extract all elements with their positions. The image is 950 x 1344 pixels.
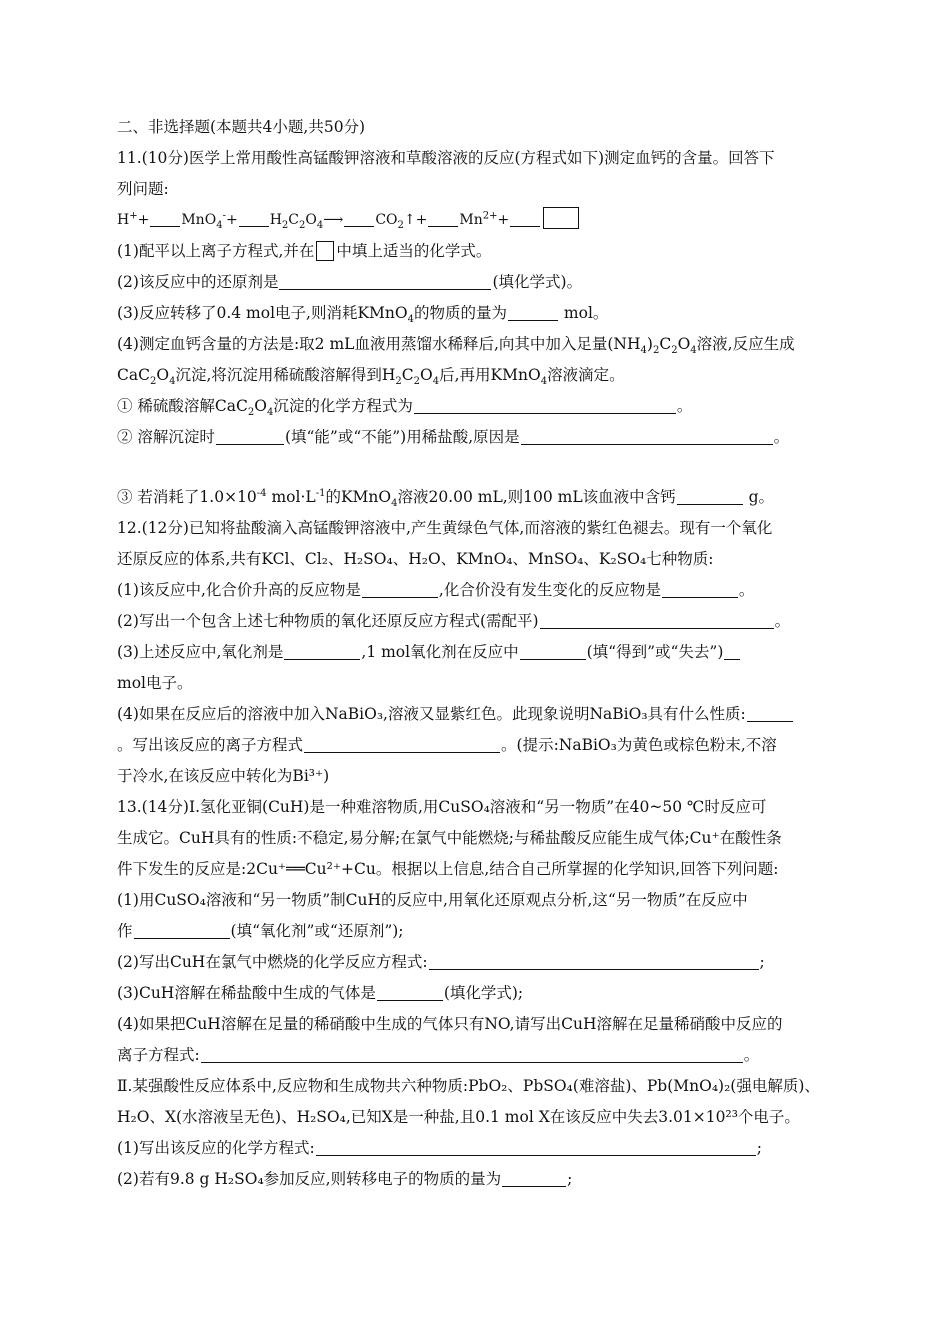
arrow-icon: ⟶ bbox=[323, 212, 344, 228]
coef-blank-2[interactable] bbox=[239, 208, 269, 227]
formula-box[interactable] bbox=[543, 207, 579, 229]
q11-part3: (3)反应转移了0.4 mol电子,则消耗KMnO$_4$的物质的量为 mol。 bbox=[117, 304, 609, 326]
q11-equation: $H^++ MnO_4^-+ H_2C_2O_4⟶$ $CO_2↑+ Mn^{2+}+$ bbox=[117, 205, 847, 236]
exam-page bbox=[117, 112, 847, 1195]
q12-part4-line1: (4)如果在反应后的溶液中加入NaBiO₃,溶液又显紫红色。此现象说明NaBiO₃具有什么性质: bbox=[117, 699, 847, 730]
q12-part1: (1)该反应中,化合价升高的反应物是 ,化合价没有发生变化的反应物是 。 bbox=[117, 581, 755, 599]
q13-intro-line2: 生成它。CuH具有的性质:不稳定,易分解;在氯气中能燃烧;与稀盐酸反应能生成气体;Cu⁺在酸性条 bbox=[117, 829, 782, 847]
small-box-icon bbox=[316, 241, 334, 261]
q12-part3-line2: mol电子。 bbox=[117, 674, 193, 692]
q13-ii-line1: Ⅱ.某强酸性反应体系中,反应物和生成物共六种物质:PbO₂、PbSO₄(难溶盐)、Pb(MnO₄)₂(强电解质)、 bbox=[117, 1077, 820, 1095]
q11-sub3-blank[interactable] bbox=[677, 486, 743, 505]
q13-p2-blank[interactable] bbox=[429, 951, 759, 970]
q13-ii-p1-blank[interactable] bbox=[316, 1137, 756, 1156]
q12-intro-line2: 还原反应的体系,共有KCl、Cl₂、H₂SO₄、H₂O、KMnO₄、MnSO₄、K₂SO₄七种物质: bbox=[117, 550, 714, 568]
coef-blank-1[interactable] bbox=[150, 208, 180, 227]
q12-p3-blank-c[interactable] bbox=[724, 641, 740, 660]
q13-ii-line2: H₂O、X(水溶液呈无色)、H₂SO₄,已知X是一种盐,且0.1 mol X在该反应中失去3.01×10²³个电子。 bbox=[117, 1108, 800, 1126]
q12-p3-blank-a[interactable] bbox=[284, 641, 360, 660]
q12-p4-blank-b[interactable] bbox=[304, 734, 500, 753]
q13-part2: (2)写出CuH在氯气中燃烧的化学反应方程式: ; bbox=[117, 953, 765, 971]
q13-part1-line1: (1)用CuSO₄溶液和“另一物质”制CuH的反应中,用氧化还原观点分析,这“另一物质”在反应中 bbox=[117, 891, 748, 909]
q11-sub2: ② 溶解沉淀时 (填“能”或“不能”)用稀盐酸,原因是 。 bbox=[117, 428, 790, 446]
q11-sub3: ③ 若消耗了$1.0\times 10^{-4}$ $mol\cdot L^{-1}$的KMnO$_4$溶液20.00 mL,则100 mL该血液中含钙 g。 bbox=[117, 487, 775, 510]
q13-ii-p2-blank[interactable] bbox=[502, 1168, 566, 1187]
q13-intro-line3: 件下发生的反应是:2Cu⁺══Cu²⁺+Cu。根据以上信息,结合自己所掌握的化学知识,回答下列问题: bbox=[117, 860, 779, 878]
q11-intro-line2: 列问题: bbox=[117, 180, 169, 198]
q13-ii-part2: (2)若有9.8 g H₂SO₄参加反应,则转移电子的物质的量为 ; bbox=[117, 1170, 573, 1188]
q12-intro-line1: 12.(12分)已知将盐酸滴入高锰酸钾溶液中,产生黄绿色气体,而溶液的紫红色褪去。现有一个氧化 bbox=[117, 519, 773, 537]
q12-part2: (2)写出一个包含上述七种物质的氧化还原反应方程式(需配平) 。 bbox=[117, 612, 791, 630]
q13-part4-line1: (4)如果把CuH溶解在足量的稀硝酸中生成的气体只有NO,请写出CuH溶解在足量稀硝酸中反应的 bbox=[117, 1015, 783, 1033]
q11-sub2-blank-a[interactable] bbox=[216, 426, 284, 445]
q11-part4-line2: $CaC_2O_4$沉淀,将沉淀用稀硫酸溶解得到$H_2C_2O_4$后,再用KMnO$_4$溶液滴定。 bbox=[117, 366, 625, 388]
q13-intro-line1: 13.(14分)Ⅰ.氢化亚铜(CuH)是一种难溶物质,用CuSO₄溶液和“另一物质”在40~50 ℃时反应可 bbox=[117, 798, 767, 816]
q11-sub1: ① 稀硫酸溶解$CaC_2O_4$沉淀的化学方程式为 。 bbox=[117, 397, 693, 419]
q11-p3-blank[interactable] bbox=[508, 302, 558, 321]
q12-p2-blank[interactable] bbox=[540, 610, 774, 629]
q13-p3-blank[interactable] bbox=[377, 982, 443, 1001]
q11-p2-blank[interactable] bbox=[279, 271, 491, 290]
q11-part2: (2)该反应中的还原剂是 (填化学式)。 bbox=[117, 273, 583, 291]
q12-p4-blank-a[interactable] bbox=[747, 703, 793, 722]
q12-p1-blank-b[interactable] bbox=[662, 579, 738, 598]
section-heading: 二、非选择题(本题共4小题,共50分) bbox=[117, 118, 366, 136]
coef-blank-3[interactable] bbox=[344, 208, 374, 227]
q13-p4-blank[interactable] bbox=[201, 1044, 743, 1063]
q12-part4-line2: 。写出该反应的离子方程式 。(提示:NaBiO₃为黄色或棕色粉末,不溶 bbox=[117, 736, 777, 754]
q11-part4-line1: (4)测定血钙含量的方法是:取2 mL血液用蒸馏水稀释后,向其中加入足量$(NH_4)_2C_2O_4$溶液,反应生成 bbox=[117, 335, 795, 357]
q12-part3-line1: (3)上述反应中,氧化剂是 ,1 mol氧化剂在反应中 (填“得到”或“失去”) bbox=[117, 637, 847, 668]
q13-part1-line2: 作 (填“氧化剂”或“还原剂”); bbox=[117, 922, 404, 940]
q13-part4-line2: 离子方程式: 。 bbox=[117, 1046, 760, 1064]
q11-sub2-blank-b[interactable] bbox=[521, 426, 773, 445]
q12-part4-line3: 于冷水,在该反应中转化为Bi³⁺) bbox=[117, 767, 330, 785]
q11-sub1-blank[interactable] bbox=[414, 395, 676, 414]
q13-p1-blank[interactable] bbox=[134, 920, 230, 939]
q13-part3: (3)CuH溶解在稀盐酸中生成的气体是 (填化学式); bbox=[117, 984, 524, 1002]
q12-p3-blank-b[interactable] bbox=[520, 641, 586, 660]
q13-ii-part1: (1)写出该反应的化学方程式: ; bbox=[117, 1139, 762, 1157]
coef-blank-4[interactable] bbox=[428, 208, 458, 227]
q12-p1-blank-a[interactable] bbox=[362, 579, 438, 598]
q11-part1: (1)配平以上离子方程式,并在 中填上适当的化学式。 bbox=[117, 242, 492, 260]
q11-intro-line1: 11.(10分)医学上常用酸性高锰酸钾溶液和草酸溶液的反应(方程式如下)测定血钙的含量。回答下 bbox=[117, 149, 775, 167]
coef-blank-5[interactable] bbox=[510, 208, 540, 227]
